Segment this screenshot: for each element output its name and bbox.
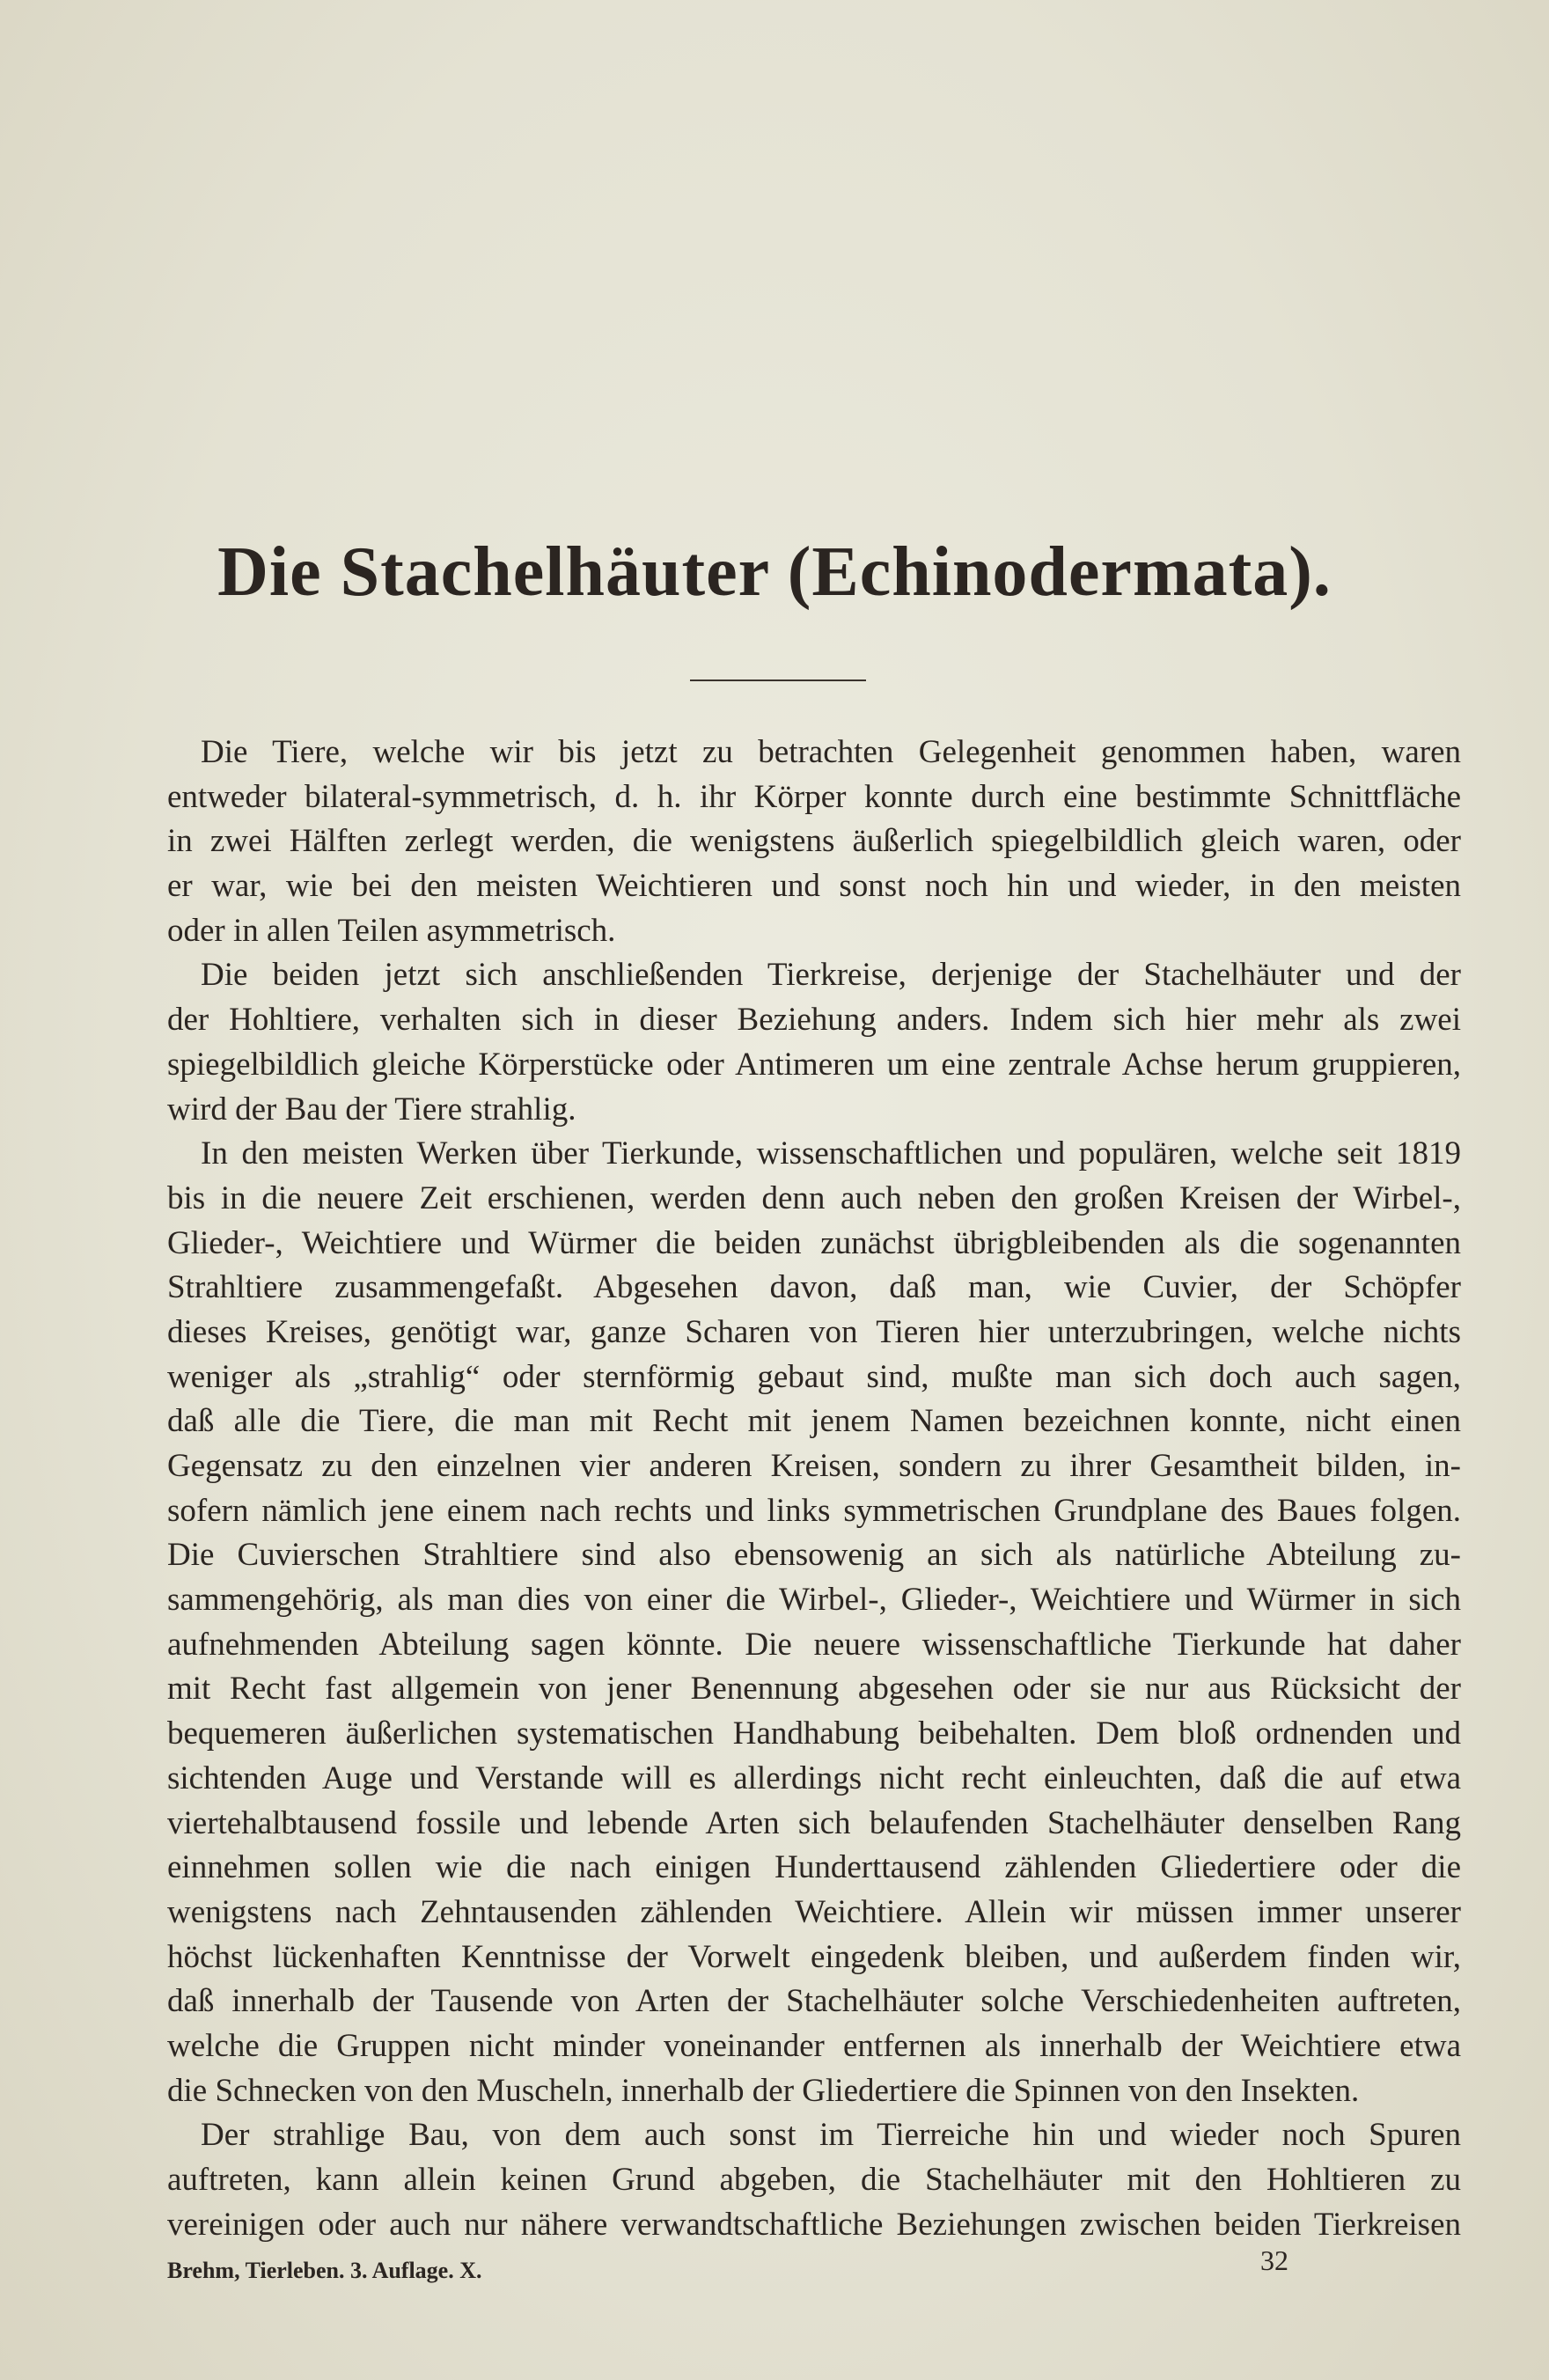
text-line: Strahltiere zusammengefaßt. Abgesehen davon, daß man, wie Cuvier, der Schöpfer: [167, 1269, 1461, 1306]
text-line: viertehalbtausend fossile und lebende Arten sich belaufenden Stachelhäuter denselben Rang: [167, 1804, 1461, 1841]
text-line: bequemeren äußerlichen systematischen Handhabung beibehalten. Dem bloß ordnenden und: [167, 1715, 1461, 1752]
text-line: Die Tiere, welche wir bis jetzt zu betrachten Gelegenheit genommen haben, waren: [201, 734, 1461, 770]
text-line: Die Cuvierschen Strahltiere sind also ebensowenig an sich als natürliche Abteilung zu-: [167, 1537, 1461, 1574]
text-line: vereinigen oder auch nur nähere verwandtschaftliche Beziehungen zwischen beiden Tierkreisen: [167, 2206, 1461, 2243]
text-line: oder in allen Teilen asymmetrisch.: [167, 912, 616, 949]
text-line: wenigstens nach Zehntausenden zählenden Weichtiere. Allein wir müssen immer unserer: [167, 1893, 1461, 1930]
text-line: entweder bilateral-symmetrisch, d. h. ihr Körper konnte durch eine bestimmte Schnittfläche: [167, 778, 1461, 815]
paragraph: [167, 2113, 1461, 2247]
text-line: Glieder-, Weichtiere und Würmer die beiden zunächst übrigbleibenden als die sogenannten: [167, 1224, 1461, 1261]
text-line: der Hohltiere, verhalten sich in dieser Beziehung anders. Indem sich hier mehr als zwei: [167, 1002, 1461, 1039]
text-line: mit Recht fast allgemein von jener Benennung abgesehen oder sie nur aus Rücksicht der: [167, 1671, 1461, 1708]
text-line: welche die Gruppen nicht minder voneinander entfernen als innerhalb der Weichtiere etwa: [167, 2027, 1461, 2064]
text-line: höchst lückenhaften Kenntnisse der Vorwelt eingedenk bleiben, und außerdem finden wir,: [167, 1938, 1461, 1975]
page-number: 32: [1260, 2244, 1288, 2276]
text-line: in zwei Hälften zerlegt werden, die wenigstens äußerlich spiegelbildlich gleich waren, oder: [167, 823, 1461, 860]
text-line: er war, wie bei den meisten Weichtieren und sonst noch hin und wieder, in den meisten: [167, 868, 1461, 905]
text-line: Die beiden jetzt sich anschließenden Tierkreise, derjenige der Stachelhäuter und der: [201, 957, 1461, 994]
text-line: auftreten, kann allein keinen Grund abgeben, die Stachelhäuter mit den Hohltieren zu: [167, 2162, 1461, 2198]
text-line: spiegelbildlich gleiche Körperstücke oder Antimeren um eine zentrale Achse herum gruppieren,: [167, 1046, 1461, 1083]
text-line: Der strahlige Bau, von dem auch sonst im Tierreiche hin und wieder noch Spuren: [201, 2117, 1461, 2154]
text-line: Gegensatz zu den einzelnen vier anderen Kreisen, sondern zu ihrer Gesamtheit bilden, in-: [167, 1448, 1461, 1484]
text-line: die Schnecken von den Muscheln, innerhalb der Gliedertiere die Spinnen von den Insekten.: [167, 2072, 1360, 2109]
chapter-title: Die Stachelhäuter (Echinodermata).: [217, 533, 1332, 611]
text-line: sichtenden Auge und Verstande will es allerdings nicht recht einleuchten, daß die auf etwa: [167, 1759, 1461, 1796]
text-line: daß alle die Tiere, die man mit Recht mit jenem Namen bezeichnen konnte, nicht einen: [167, 1403, 1461, 1440]
text-line: bis in die neuere Zeit erschienen, werden denn auch neben den großen Kreisen der Wirbel-,: [167, 1179, 1461, 1216]
text-line: sofern nämlich jene einem nach rechts und links symmetrischen Grundplane des Baues folgen.: [167, 1492, 1461, 1529]
text-line: dieses Kreises, genötigt war, ganze Scharen von Tieren hier unterzubringen, welche nichts: [167, 1313, 1461, 1350]
text-line: daß innerhalb der Tausende von Arten der Stachelhäuter solche Verschiedenheiten auftreten,: [167, 1983, 1461, 2020]
text-line: aufnehmenden Abteilung sagen könnte. Die neuere wissenschaftliche Tierkunde hat daher: [167, 1626, 1461, 1663]
text-line: wird der Bau der Tiere strahlig.: [167, 1091, 576, 1128]
paragraph: [167, 1132, 1461, 2113]
body-text: [167, 731, 1461, 2247]
text-line: sammengehörig, als man dies von einer die Wirbel-, Glieder-, Weichtiere und Würmer in sich: [167, 1582, 1461, 1619]
printer-signature: Brehm, Tierleben. 3. Auflage. X.: [167, 2258, 482, 2283]
text-line: In den meisten Werken über Tierkunde, wissenschaftlichen und populären, welche seit 1819: [201, 1135, 1461, 1172]
paragraph: [167, 953, 1461, 1132]
title-divider: [690, 679, 866, 681]
text-line: einnehmen sollen wie die nach einigen Hunderttausend zählenden Gliedertiere oder die: [167, 1849, 1461, 1886]
paragraph: [167, 731, 1461, 953]
text-line: weniger als „strahlig“ oder sternförmig gebaut sind, mußte man sich doch auch sagen,: [167, 1358, 1461, 1395]
